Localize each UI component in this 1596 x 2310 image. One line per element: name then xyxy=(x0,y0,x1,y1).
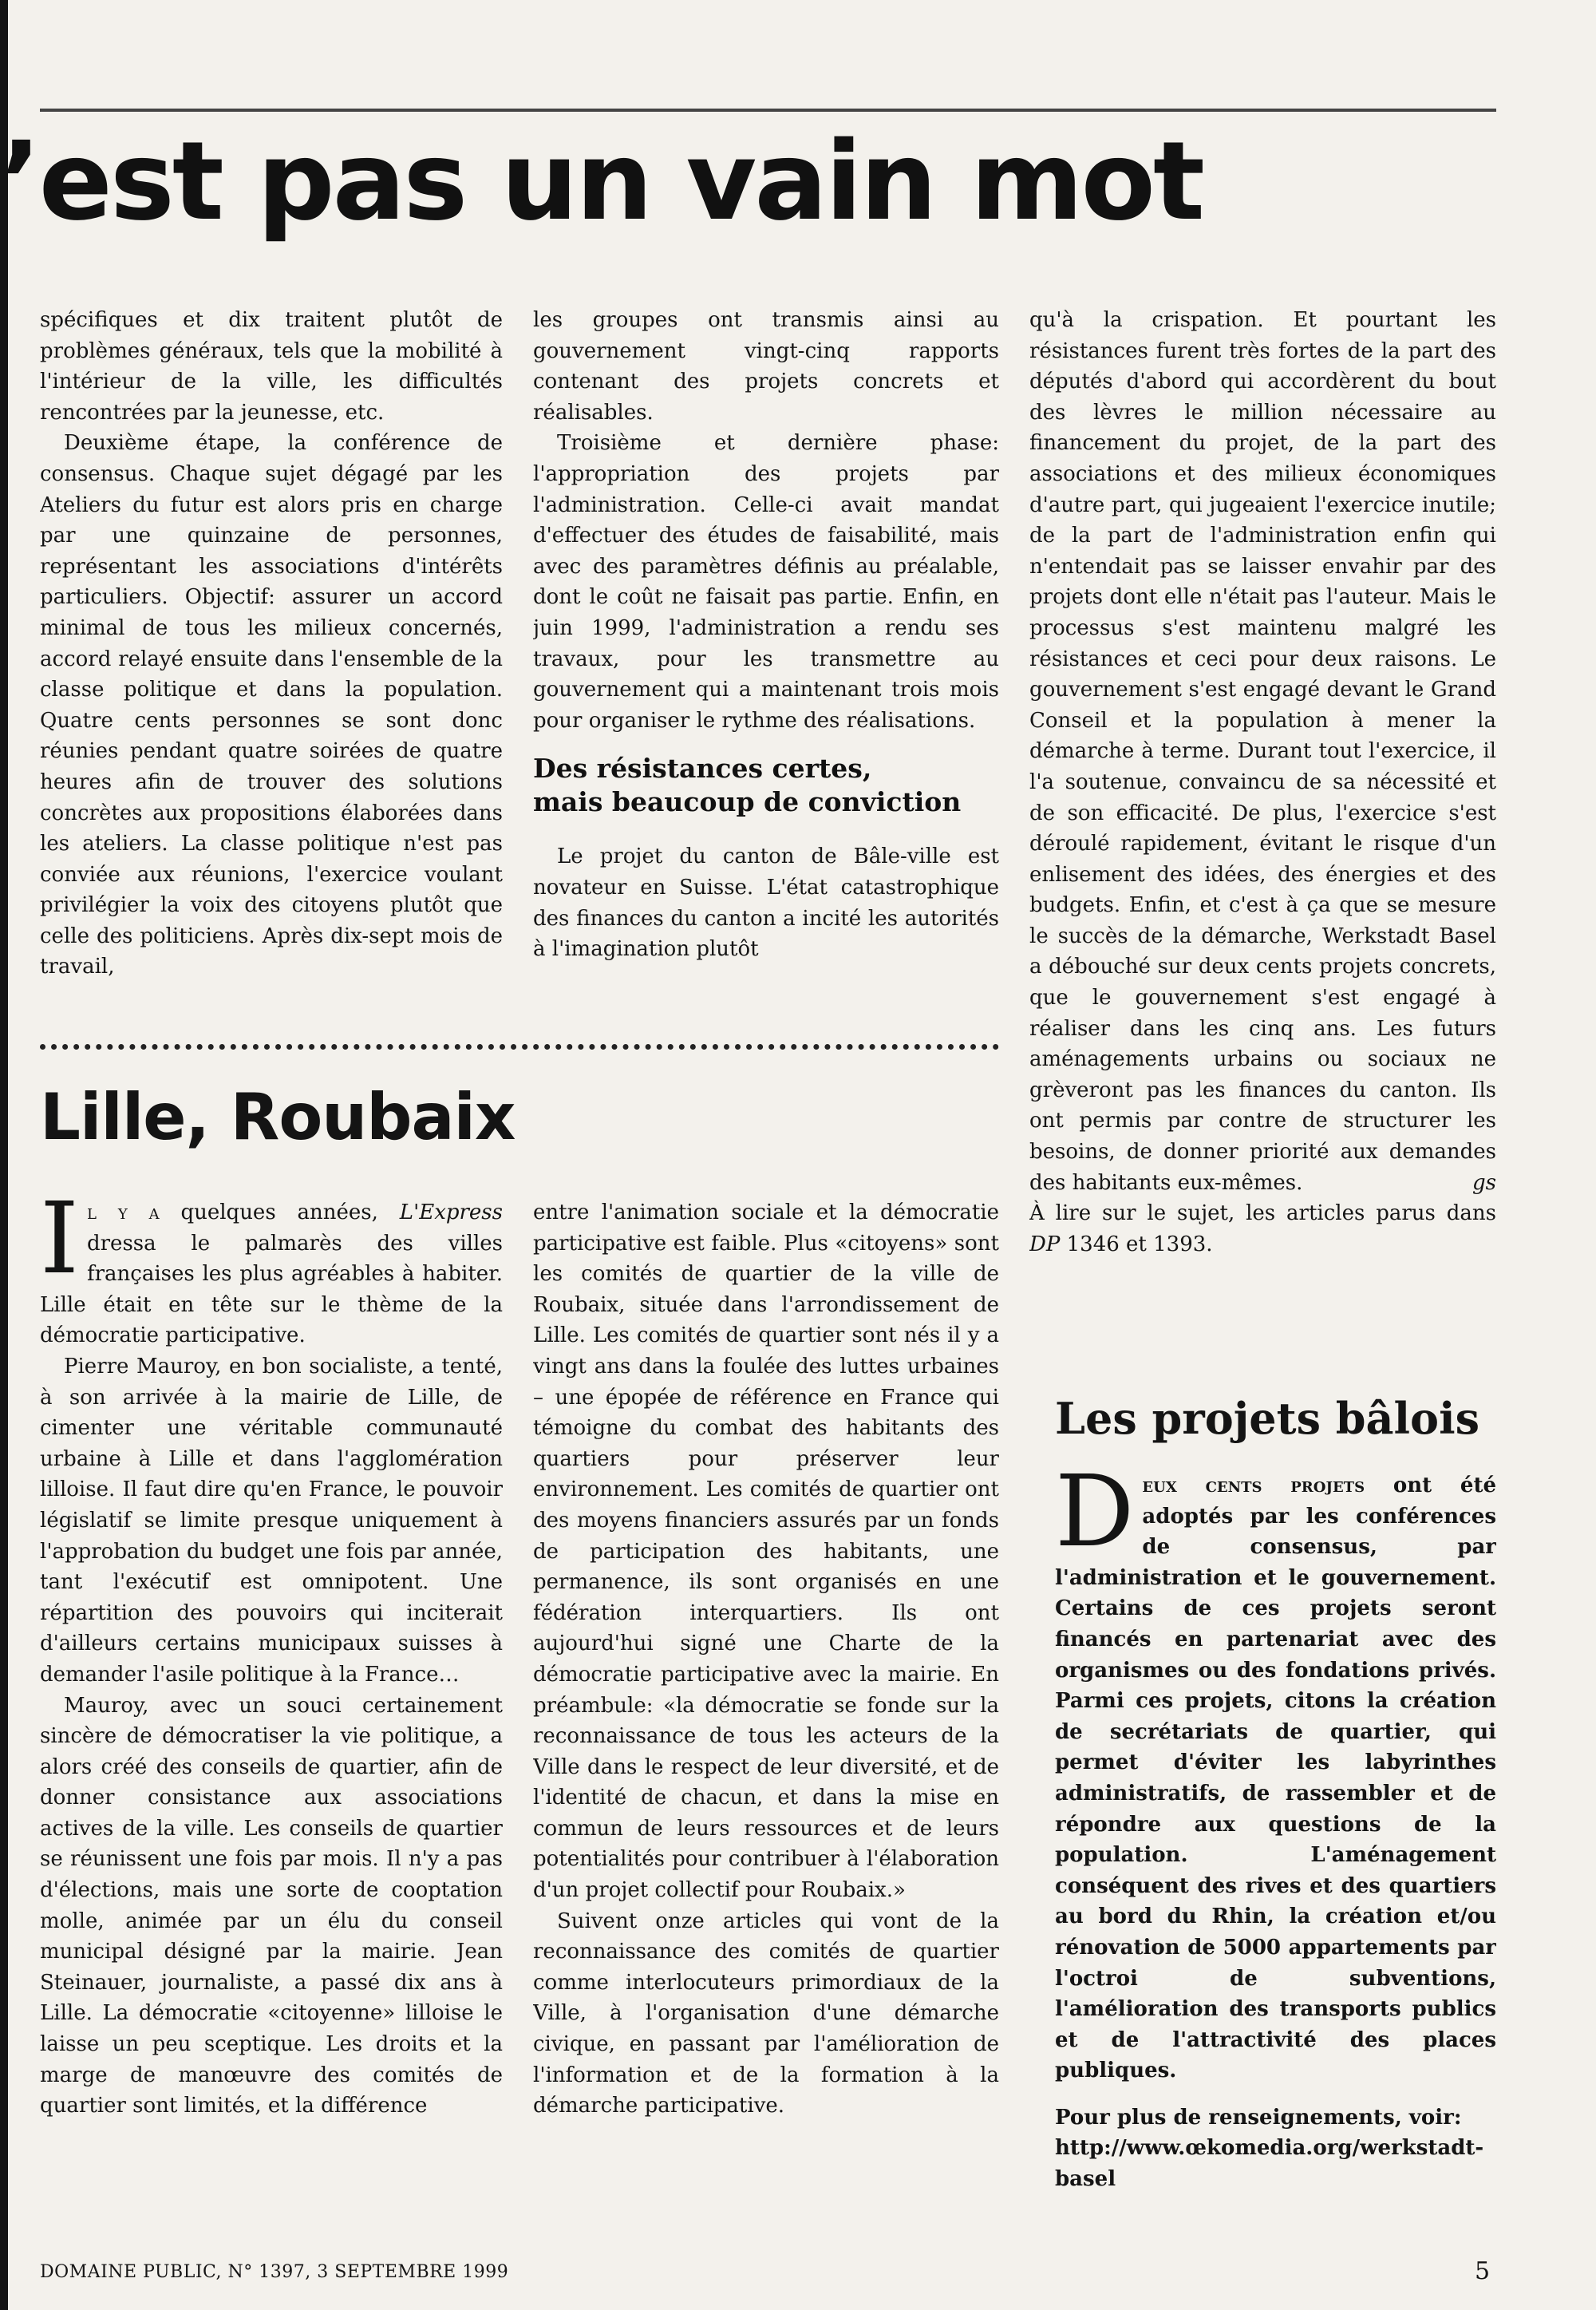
more-info-link[interactable]: Pour plus de renseignements, voir: http://www.œkomedia.org/werkstadt-basel xyxy=(1055,2105,1484,2192)
paragraph: Pierre Mauroy, en bon socialiste, a tenté, à son arrivée à la mairie de Lille, de cimenter une véritable communauté urbaine à Lille et dans l'agglomération lilloise. Il faut dire qu'en France, le pouvoir législatif se limite presque uniquement à l'approbation du budget une fois par année, tant l'exécutif est omnipotent. Une répartition des pouvoirs qui inciterait d'ailleurs certains municipaux suisses à demander l'asile politique à la France… xyxy=(40,1354,503,1687)
further-reading xyxy=(1029,1198,1496,1260)
drop-cap: D xyxy=(1055,1470,1135,1569)
further-reading-text: À lire sur le sujet, les articles parus dans xyxy=(1029,1201,1496,1226)
box-text: ont été adoptés par les conférences de consensus, par l'administration et le gouvernement. Certains de ces projets seront financés en partenariat avec des organismes ou des fondations privés. Parmi ces projets, citons la création de secrétariats de quartier, qui permet d'éviter les labyrinthes administratifs, de rassembler et de répondre aux questions de la population. L'aménagement conséquent des rives et des quartiers au bord du Rhin, la création et/ou rénovation de 5000 appartements par l'octroi de subventions, l'amélioration des transports publics et de l'attractivité des places publiques. xyxy=(1055,1473,1496,2083)
paragraph xyxy=(1029,305,1496,1198)
paragraph: Le projet du canton de Bâle-ville est novateur en Suisse. L'état catastrophique des finances du canton a incité les autorités à l'imagination plutôt xyxy=(533,844,999,962)
article1-column-3 xyxy=(1029,305,1496,1335)
top-rule xyxy=(40,109,1496,112)
lead-small-caps: eux cents projets xyxy=(1142,1473,1365,1497)
info-box xyxy=(1055,1470,1496,2221)
further-reading-issues: 1346 et 1393. xyxy=(1060,1232,1213,1256)
subheading-line: Des résistances certes, xyxy=(533,753,872,785)
paragraph-text: qu'à la crispation. Et pourtant les résistances furent très fortes de la part des députés d'abord qui accordèrent du bout des lèvres le million nécessaire au financement du projet, de la part des associations et des milieux économiques d'autre part, qui jugeaient l'exercice inutile; de la part de l'administration enfin qui n'entendait pas se laisser envahir par des projets dont elle n'était pas l'auteur. Mais le processus s'est maintenu malgré les résistances et ceci pour deux raisons. Le gouvernement s'est engagé devant le Grand Conseil et la population à mener la démarche à terme. Durant tout l'exercice, il l'a soutenue, convaincu de sa nécessité et de son efficacité. De plus, l'exercice s'est déroulé rapidement, évitant le risque d'un enlisement des idées, des énergies et des budgets. Enfin, et c'est à ça que se mesure le succès de la démarche, Werkstadt Basel a débouché sur deux cents projets concrets, que le gouvernement s'est engagé à réaliser dans les cinq ans. Les futurs aménagements urbains ou sociaux ne grèveront pas les finances du canton. Ils ont permis par contre de structurer les besoins, de donner priorité aux demandes des habitants eux-mêmes. xyxy=(1029,308,1496,1195)
paragraph: entre l'animation sociale et la démocratie participative est faible. Plus «citoyens» sont les comités de quartier de la ville de Roubaix, située dans l'arrondissement de Lille. Les comités de quartier sont nés il y a vingt ans dans la foulée des luttes urbaines – une épopée de référence en France qui témoigne du combat des habitants des quartiers pour préserver leur environnement. Les comités de quartier ont des moyens financiers assurés par un fonds de participation des habitants, une permanence, ils sont organisés en une fédération interquartiers. Ils ont aujourd'hui signé une Charte de la démocratie participative avec la mairie. En préambule: «la démocratie se fonde sur la reconnaissance de tous les acteurs de la Ville dans le respect de leur diversité, et de l'identité de chacun, et dans la mise en commun de leurs ressources et de leurs potentialités pour contribuer à l'élaboration d'un projet collectif pour Roubaix.» xyxy=(533,1200,999,1903)
page-edge-shadow xyxy=(0,0,8,2310)
paragraph: Deuxième étape, la conférence de consensus. Chaque sujet dégagé par les Ateliers du futur est alors pris en charge par une quinzaine de personnes, représentant les associations d'intérêts particuliers. Objectif: assurer un accord minimal de tous les milieux concernés, accord relayé ensuite dans l'ensemble de la classe politique et dans la population. Quatre cents personnes se sont donc réunies pendant quatre soirées de quatre heures afin de trouver des solutions concrètes aux propositions élaborées dans les ateliers. La classe politique n'est pas conviée aux réunions, l'exercice voulant privilégier la voix des citoyens plutôt que celle des politiciens. Après dix-sept mois de travail, xyxy=(40,431,503,979)
article2-column-1 xyxy=(40,1197,503,2223)
lead-paragraph xyxy=(40,1197,503,1351)
paragraph: Suivent onze articles qui vont de la reconnaissance des comités de quartier comme interlocuteurs primordiaux de la Ville, à l'organisation d'une démarche civique, en passant par l'amélioration de l'information et de la formation à la démarche participative. xyxy=(533,1909,999,2118)
paragraph: spécifiques et dix traitent plutôt de problèmes généraux, tels que la mobilité à l'intérieur de la ville, les difficultés rencontrées par la jeunesse, etc. xyxy=(40,308,503,425)
drop-cap: I xyxy=(40,1197,79,1296)
page-number: 5 xyxy=(1475,2257,1491,2285)
article1-column-2 xyxy=(533,305,999,993)
subheading xyxy=(533,752,999,819)
article2-column-2 xyxy=(533,1197,999,2223)
section-title: Lille, Roubaix xyxy=(40,1080,516,1154)
magazine-name: L'Express xyxy=(399,1200,503,1224)
footer-issue: DOMAINE PUBLIC, N° 1397, 3 SEPTEMBRE 1999 xyxy=(40,2262,509,2282)
paragraph: Troisième et dernière phase: l'appropriation des projets par l'administration. Celle-ci avait mandat d'effectuer des études de faisabilité, mais avec des paramètres définis au préalable, dont le coût ne faisait pas partie. Enfin, en juin 1999, l'administration a rendu ses travaux, pour les transmettre au gouvernement qui a maintenant trois mois pour organiser le rythme des réalisations. xyxy=(533,431,999,733)
paragraph: les groupes ont transmis ainsi au gouvernement vingt-cinq rapports contenant des projets concrets et réalisables. xyxy=(533,308,999,425)
dotted-separator xyxy=(40,1044,999,1050)
lead-small-caps: l y a xyxy=(86,1200,160,1224)
box-title: Les projets bâlois xyxy=(1055,1393,1479,1444)
article1-column-1 xyxy=(40,305,503,993)
publication-name: DP xyxy=(1029,1232,1061,1256)
headline: ’est pas un vain mot xyxy=(0,119,1203,245)
paragraph: Mauroy, avec un souci certainement sincère de démocratiser la vie politique, a alors créé des conseils de quartier, afin de donner consistance aux associations actives de la ville. Les conseils de quartier se réunissent une fois par mois. Il n'y a pas d'élections, mais une sorte de cooptation molle, animée par un élu du conseil municipal désigné par la mairie. Jean Steinauer, journaliste, a passé dix ans à Lille. La démocratie «citoyenne» lilloise le laisse un peu sceptique. Les droits et la marge de manœuvre des comités de quartier sont limités, et la différence xyxy=(40,1693,503,2118)
box-paragraph xyxy=(1055,1470,1496,2087)
author-signature: gs xyxy=(1472,1170,1496,1195)
subheading-line: mais beaucoup de conviction xyxy=(533,786,962,818)
lead-text-end: dressa le palmarès des villes françaises les plus agréables à habiter. Lille était en tête sur le thème de la démocratie participative. xyxy=(40,1231,503,1348)
lead-text: quelques années, xyxy=(159,1200,400,1224)
